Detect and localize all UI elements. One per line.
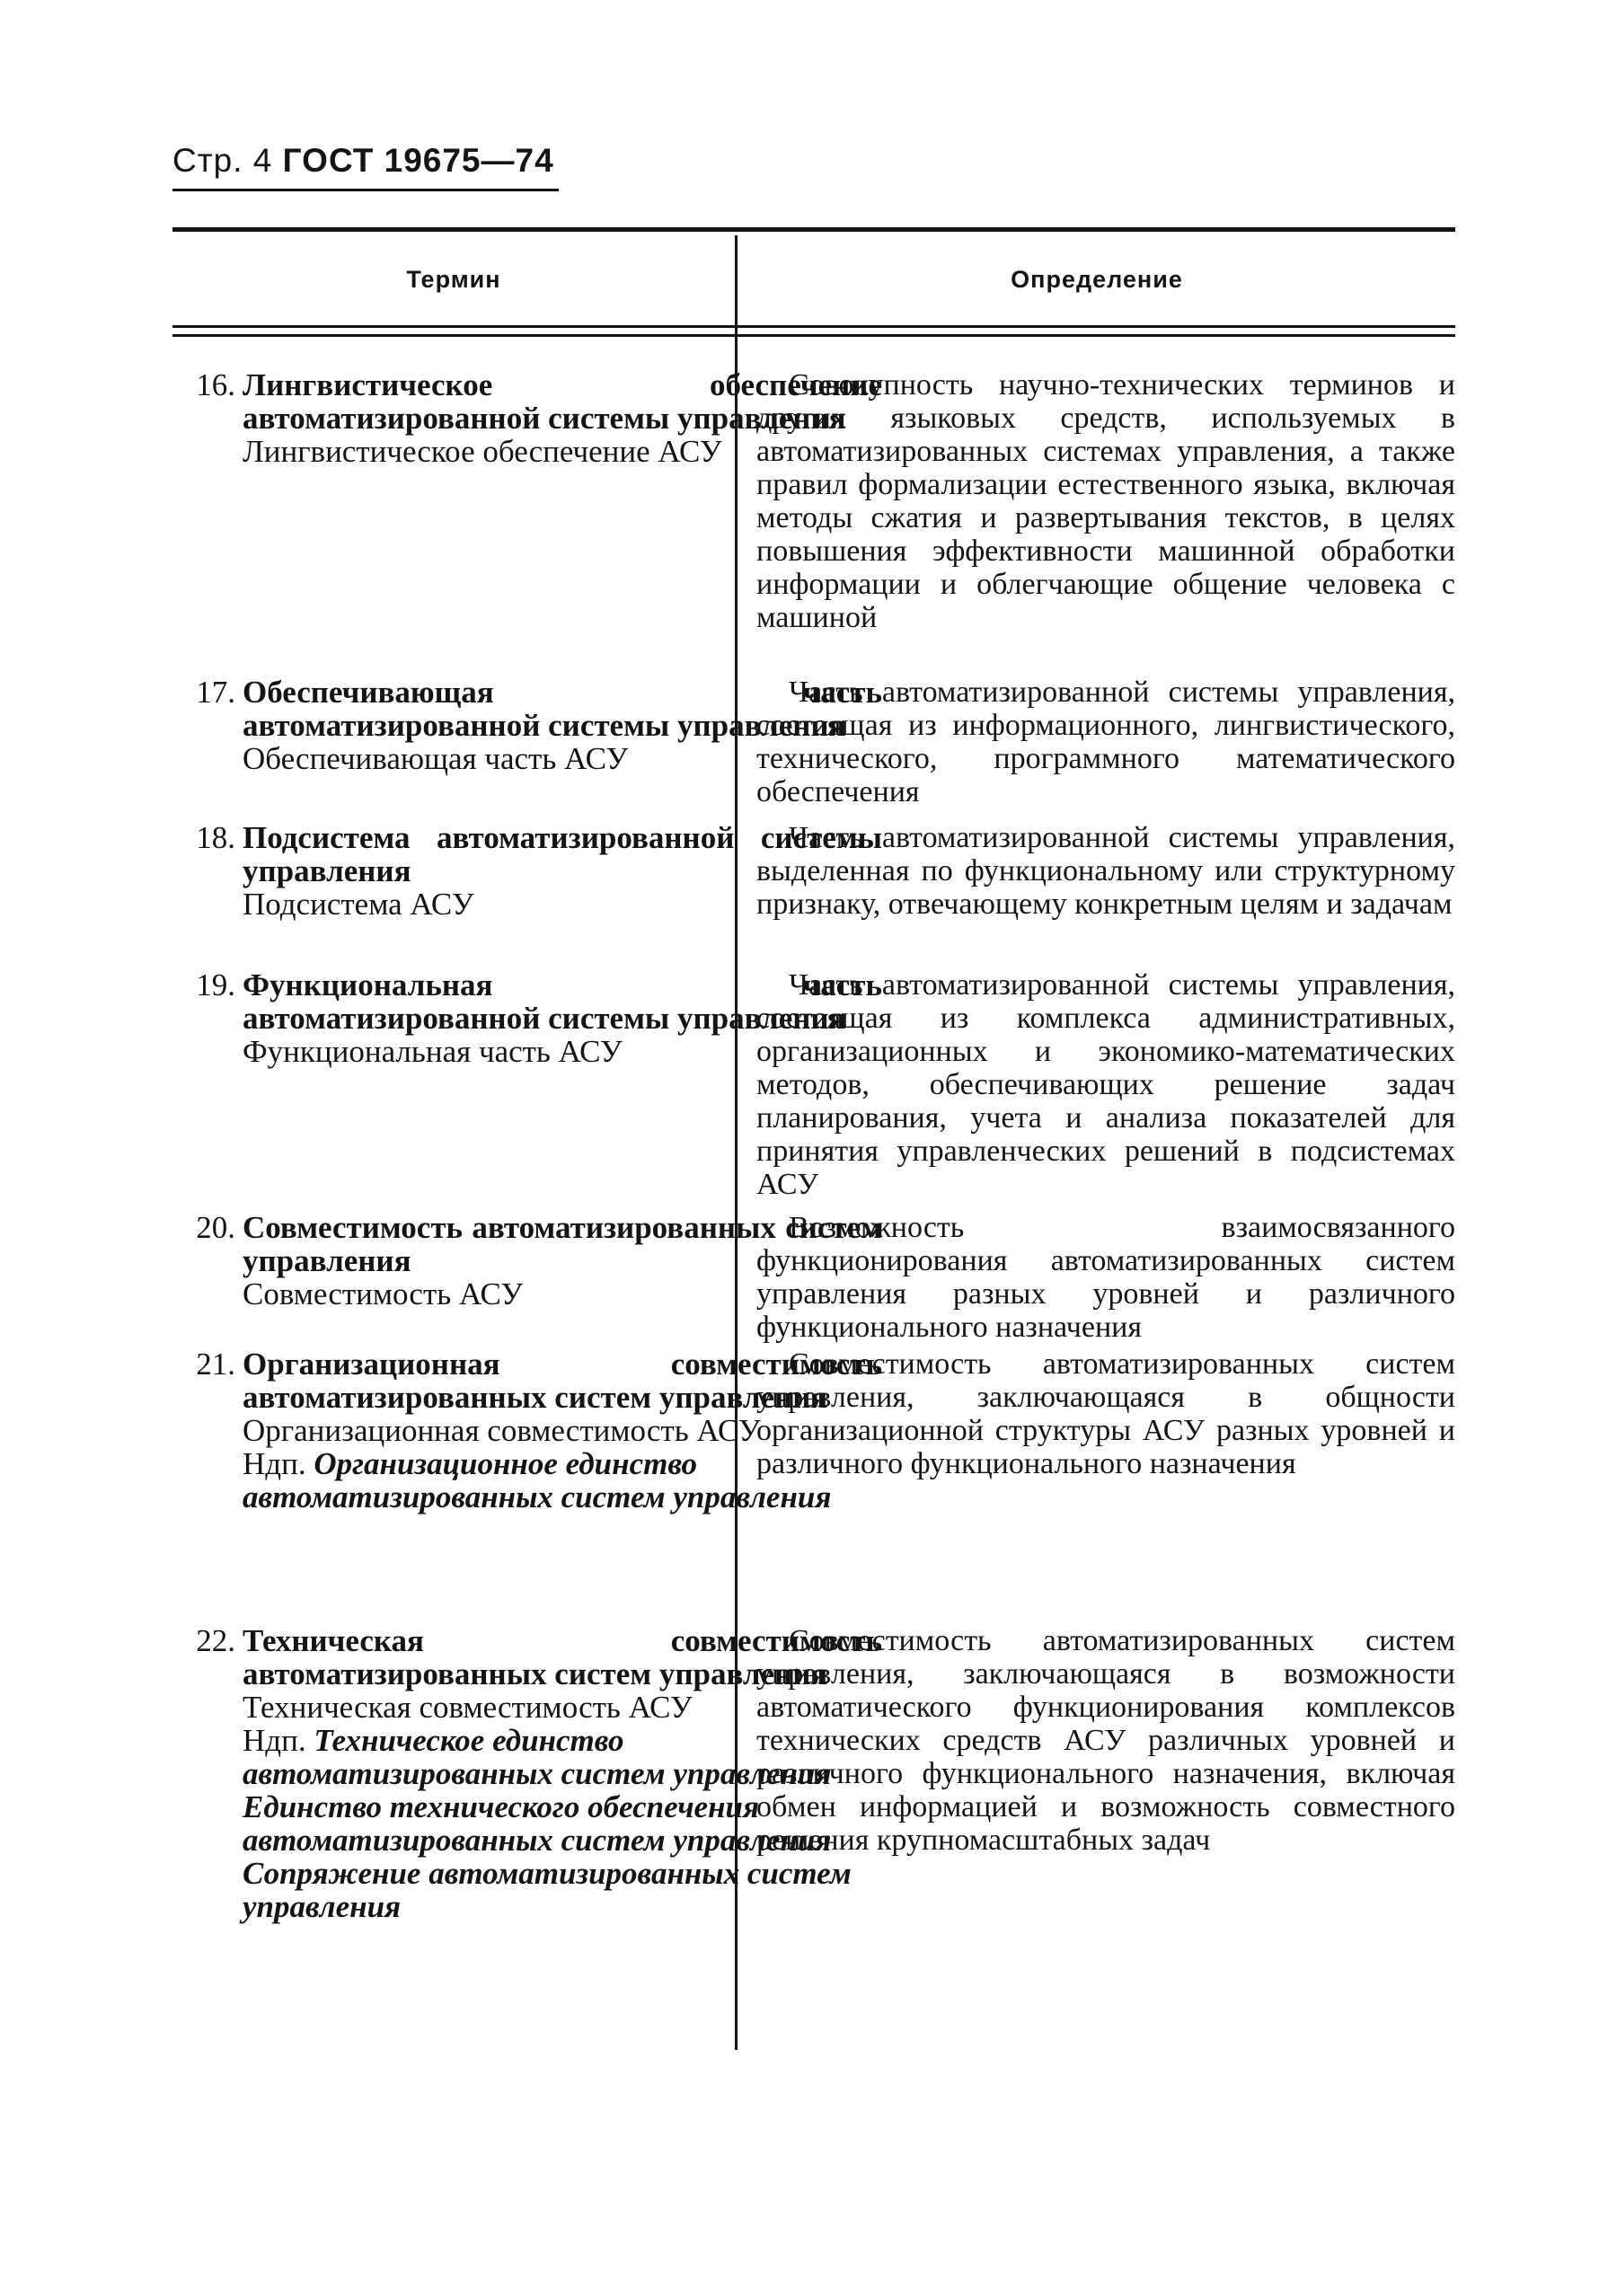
- term-title: Подсистема автоматизированной системы управления: [243, 820, 882, 888]
- definition-text: Совместимость автоматизированных систем управления, заключающаяся в общности организационной структуры АСУ разных уровней и различного функционального назначения: [756, 1347, 1455, 1480]
- term-title: Техническая совместимость автоматизированных систем управления: [243, 1623, 882, 1691]
- table-top-rule: [172, 227, 1455, 232]
- header-rule-upper: [172, 325, 1455, 328]
- entry-number: 22.: [196, 1623, 235, 1658]
- header-underline: [172, 189, 559, 191]
- deprecated-term: Техническое единство автоматизированных систем управления: [243, 1723, 832, 1791]
- deprecated-term: Организационное единство автоматизированных систем управления: [243, 1446, 832, 1514]
- term-title: Организационная совместимость автоматизированных систем управления: [243, 1347, 882, 1415]
- standard-designation: ГОСТ 19675—74: [282, 142, 554, 179]
- entry-number: 19.: [196, 967, 235, 1002]
- term-title: Совместимость автоматизированных систем управления: [243, 1210, 882, 1278]
- ndp-label: Ндп.: [243, 1446, 306, 1481]
- header-rule-lower: [172, 334, 1455, 337]
- ndp-label: Ндп.: [243, 1723, 306, 1758]
- term-short-form: Лингвистическое обеспечение АСУ: [243, 434, 722, 469]
- term-short-form: Организационная совместимость АСУ: [243, 1413, 761, 1448]
- term-short-form: Функциональная часть АСУ: [243, 1034, 623, 1069]
- definition-text: Часть автоматизированной системы управления, состоящая из информационного, лингвистического, технического, программного математического обеспечения: [756, 676, 1455, 808]
- definition-text: Часть автоматизированной системы управления, выделенная по функциональному или структурному признаку, отвечающему конкретным целям и задачам: [756, 821, 1455, 921]
- column-header-term: Термин: [406, 266, 501, 293]
- entry-number: 20.: [196, 1210, 235, 1245]
- term-title: Обеспечивающая часть автоматизированной системы управления: [243, 675, 882, 743]
- deprecated-term: Сопряжение автоматизированных систем управления: [243, 1856, 852, 1924]
- definition-text: Возможность взаимосвязанного функционирования автоматизированных систем управления разных уровней и различного функционального назначения: [756, 1211, 1455, 1344]
- entry-number: 17.: [196, 675, 235, 710]
- term-short-form: Подсистема АСУ: [243, 887, 474, 922]
- deprecated-term: Единство технического обеспечения автоматизированных систем управления: [243, 1789, 832, 1858]
- term-short-form: Совместимость АСУ: [243, 1276, 524, 1311]
- term-title: Функциональная часть автоматизированной системы управления: [243, 967, 882, 1036]
- definition-text: Часть автоматизированной системы управления, состоящая из комплекса административных, организационных и экономико-математических методов, обеспечивающих решение задач планирования, учета и анализа показателей для принятия управленческих решений в подсистемах АСУ: [756, 968, 1455, 1201]
- column-header-definition: Определение: [1011, 266, 1183, 293]
- definition-text: Совокупность научно-технических терминов и других языковых средств, используемых в автоматизированных системах управления, а также правил формализации естественного языка, включая методы сжатия и развертывания текстов, в целях повышения эффективности машинной обработки информации и облегчающие общение человека с машиной: [756, 368, 1455, 634]
- entry-number: 18.: [196, 820, 235, 855]
- page-header: [172, 142, 559, 180]
- term-short-form: Техническая совместимость АСУ: [243, 1690, 693, 1725]
- term-short-form: Обеспечивающая часть АСУ: [243, 741, 629, 776]
- entry-number: 21.: [196, 1347, 235, 1382]
- term-title: Лингвистическое обеспечение автоматизированной системы управления: [243, 367, 882, 436]
- definition-text: Совместимость автоматизированных систем управления, заключающаяся в возможности автоматического функционирования комплексов технических средств АСУ различных уровней и различного функционального назначения, включая обмен информацией и возможность совместного решения крупномасштабных задач: [756, 1624, 1455, 1857]
- entry-number: 16.: [196, 367, 235, 402]
- page-number: Стр. 4: [172, 142, 273, 179]
